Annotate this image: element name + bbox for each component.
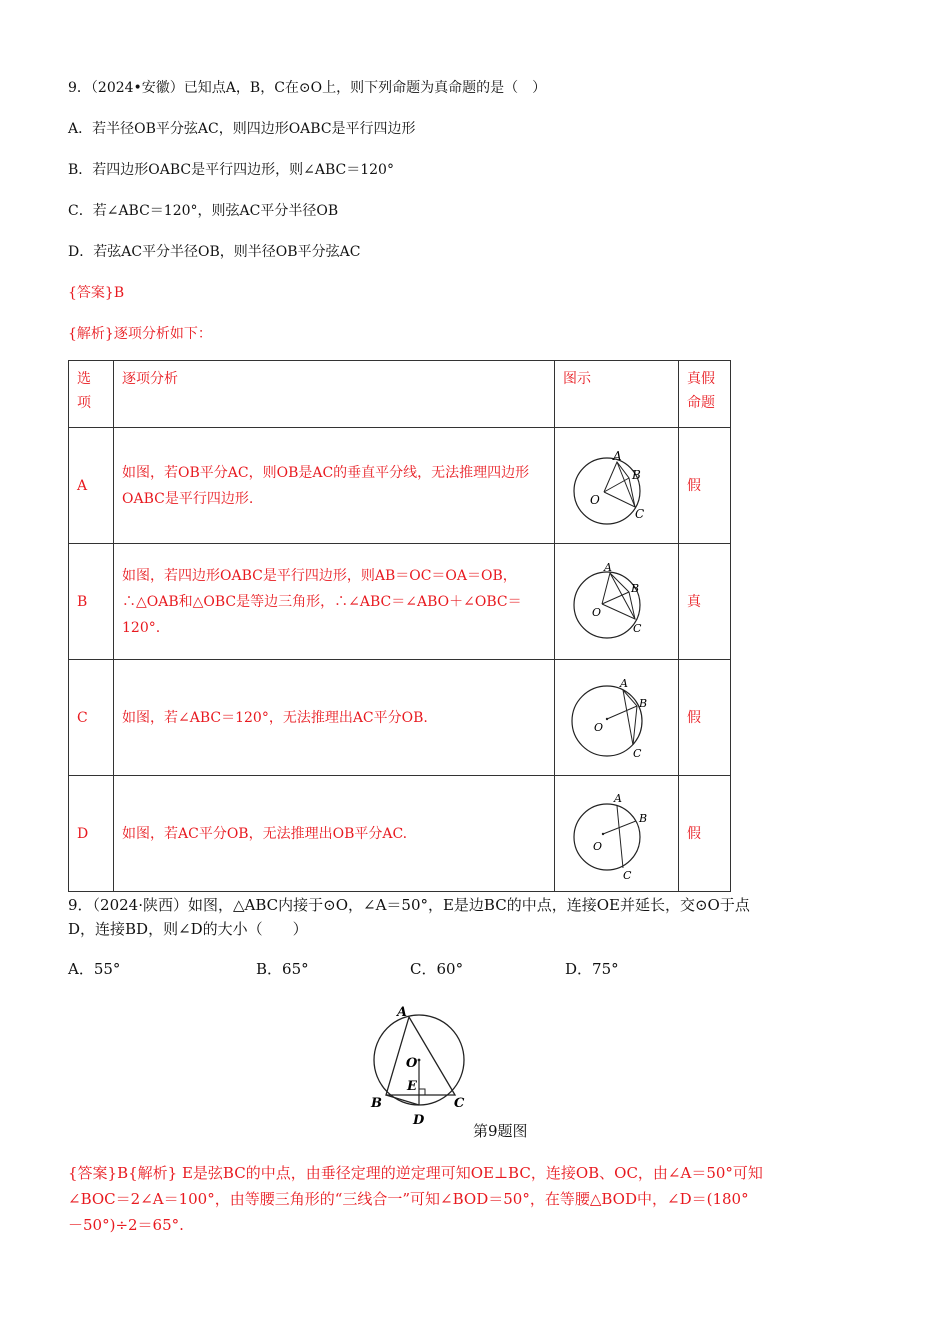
row-analysis: 如图，若OB平分AC，则OB是AC的垂直平分线，无法推理四边形OABC是平行四边形.: [122, 464, 530, 507]
q1-answer: {答案}B: [68, 285, 125, 301]
table-header-row: [69, 361, 731, 428]
label-c: C: [454, 1096, 465, 1111]
row-option: C: [77, 709, 88, 726]
row-option: A: [77, 477, 88, 494]
q2-answer-line3: －50°)÷2＝65°.: [68, 1216, 184, 1234]
label-d: D: [413, 1113, 425, 1128]
label-b: B: [371, 1096, 382, 1111]
row-option: B: [77, 593, 88, 610]
q2-option-b: B．65°: [256, 960, 309, 978]
row-verdict: 假: [687, 477, 701, 494]
q2-stem-line2: D，连接BD，则∠D的大小（ ）: [68, 920, 308, 938]
table-row: [69, 776, 731, 892]
label-a: A: [619, 676, 628, 690]
q2-figure-caption: 第9题图: [473, 1122, 528, 1140]
label-c: C: [632, 746, 641, 760]
row-option: D: [77, 825, 89, 842]
label-a: A: [613, 791, 622, 805]
header-analysis: 逐项分析: [122, 371, 178, 387]
q1-option-d: D．若弦AC平分半径OB，则半径OB平分弦AC: [68, 244, 361, 260]
q2-option-d: D．75°: [565, 960, 619, 978]
figure-row-d: [567, 789, 667, 879]
q2-answer-line2: ∠BOC＝2∠A＝100°，由等腰三角形的“三线合一”可知∠BOD＝50°，在等腰△BOD中，∠D＝(180°: [68, 1190, 749, 1208]
q2-answer-line1: {答案}B{解析} E是弦BC的中点，由垂径定理的逆定理可知OE⊥BC，连接OB、OC，由∠A＝50°可知: [68, 1164, 763, 1182]
label-b: B: [638, 811, 647, 825]
table-row: [69, 660, 731, 776]
label-b: B: [638, 696, 647, 710]
row-verdict: 假: [687, 709, 701, 726]
q2-option-c: C．60°: [410, 960, 464, 978]
q1-stem: 9．（2024•安徽）已知点A，B，C在⊙O上，则下列命题为真命题的是（ ）: [68, 80, 547, 96]
label-e: E: [407, 1079, 417, 1094]
label-a: A: [603, 560, 612, 574]
label-o: O: [592, 839, 602, 853]
label-c: C: [632, 621, 641, 635]
label-a: A: [397, 1005, 408, 1020]
label-o: O: [406, 1056, 418, 1071]
label-c: C: [634, 506, 644, 521]
q1-option-a: A．若半径OB平分弦AC，则四边形OABC是平行四边形: [68, 121, 416, 137]
q1-option-b: B．若四边形OABC是平行四边形，则∠ABC＝120°: [68, 162, 394, 178]
row-verdict: 真: [687, 593, 701, 610]
header-option: 选项: [77, 371, 91, 411]
label-b: B: [630, 581, 639, 595]
figure-row-b: [567, 557, 667, 647]
q2-figure: [362, 1000, 482, 1132]
row-analysis: 如图，若∠ABC＝120°，无法推理出AC平分OB.: [122, 709, 428, 726]
label-c: C: [622, 868, 631, 879]
q1-analysis-intro: {解析}逐项分析如下：: [68, 326, 212, 342]
q2-stem-line1: 9．（2024·陕西）如图，△ABC内接于⊙O，∠A＝50°，E是边BC的中点，连接OE并延长，交⊙O于点: [68, 896, 750, 914]
label-o: O: [589, 492, 600, 507]
label-o: O: [591, 605, 601, 619]
table-row: [69, 428, 731, 544]
q1-option-c: C．若∠ABC＝120°，则弦AC平分半径OB: [68, 203, 339, 219]
row-verdict: 假: [687, 825, 701, 842]
analysis-table: [68, 360, 731, 892]
figure-row-a: [567, 441, 667, 531]
table-row: [69, 544, 731, 660]
figure-row-c: [567, 673, 667, 763]
label-b: B: [631, 467, 641, 482]
label-a: A: [612, 448, 622, 463]
row-analysis: 如图，若四边形OABC是平行四边形，则AB＝OC＝OA＝OB，∴△OAB和△OBC是等边三角形，∴∠ABC＝∠ABO＋∠OBC＝120°.: [122, 567, 522, 636]
header-figure: 图示: [563, 371, 591, 387]
label-o: O: [593, 720, 603, 734]
header-verdict: 真假命题: [687, 371, 715, 411]
q2-option-a: A．55°: [68, 960, 121, 978]
row-analysis: 如图，若AC平分OB，无法推理出OB平分AC.: [122, 825, 408, 842]
